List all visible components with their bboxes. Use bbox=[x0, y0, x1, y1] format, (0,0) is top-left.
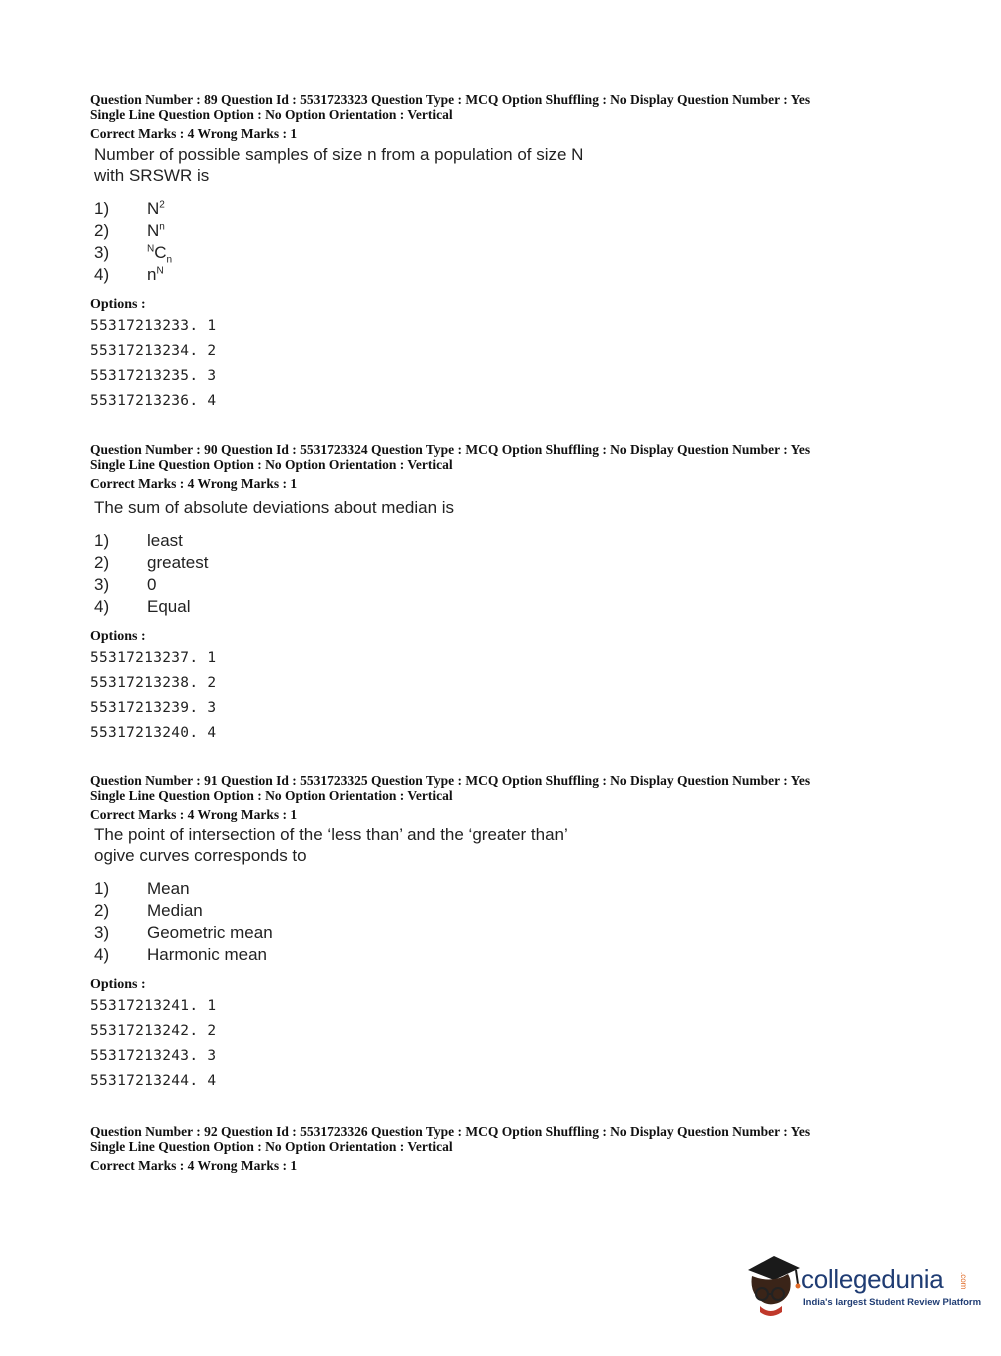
question-block-92 bbox=[90, 1124, 950, 1173]
question-stem bbox=[94, 824, 950, 866]
choice-item bbox=[94, 530, 950, 552]
choice-item bbox=[94, 264, 950, 286]
choice-list bbox=[94, 198, 950, 286]
choice-text: Harmonic mean bbox=[147, 945, 267, 964]
stem-line: The sum of absolute deviations about median is bbox=[94, 498, 455, 517]
choice-number: 1) bbox=[94, 531, 110, 550]
choice-number: 4) bbox=[94, 945, 110, 964]
question-meta-line: Single Line Question Option : No Option Orientation : Vertical bbox=[90, 1139, 453, 1154]
choice-text bbox=[147, 242, 172, 264]
choice-text bbox=[147, 264, 164, 286]
option-id: 55317213243. 3 bbox=[90, 1048, 217, 1064]
stem-line: The point of intersection of the ‘less than’ and the ‘greater than’ bbox=[94, 825, 568, 844]
logo-domain-suffix: .com bbox=[959, 1272, 968, 1290]
question-stem bbox=[94, 144, 950, 186]
choice-number: 2) bbox=[94, 553, 110, 572]
choice-item bbox=[94, 552, 950, 574]
option-id: 55317213236. 4 bbox=[90, 393, 217, 409]
choice-number: 3) bbox=[94, 243, 110, 262]
choice-number: 2) bbox=[94, 221, 110, 240]
choice-item bbox=[94, 574, 950, 596]
option-id: 55317213235. 3 bbox=[90, 368, 217, 384]
choice-text: greatest bbox=[147, 553, 209, 572]
choice-base: n bbox=[147, 265, 157, 284]
choice-list bbox=[94, 878, 950, 966]
choice-number: 3) bbox=[94, 923, 110, 942]
choice-number: 1) bbox=[94, 199, 110, 218]
question-meta-line: Question Number : 89 Question Id : 5531723323 Question Type : MCQ Option Shuffling : No Display Question Number : Yes bbox=[90, 92, 811, 107]
choice-list bbox=[94, 530, 950, 618]
choice-base: C bbox=[154, 243, 167, 262]
option-id: 55317213237. 1 bbox=[90, 650, 217, 666]
choice-text bbox=[147, 198, 165, 220]
marks-line: Correct Marks : 4 Wrong Marks : 1 bbox=[90, 476, 298, 491]
choice-text: Median bbox=[147, 901, 203, 920]
question-meta-line: Question Number : 91 Question Id : 5531723325 Question Type : MCQ Option Shuffling : No Display Question Number : Yes bbox=[90, 773, 811, 788]
choice-superscript: N bbox=[156, 265, 164, 277]
choice-item bbox=[94, 220, 950, 242]
choice-item bbox=[94, 944, 950, 966]
choice-text bbox=[147, 220, 165, 242]
choice-subscript: n bbox=[166, 254, 173, 266]
option-id: 55317213240. 4 bbox=[90, 725, 217, 741]
option-id: 55317213244. 4 bbox=[90, 1073, 217, 1089]
choice-number: 3) bbox=[94, 575, 110, 594]
logo-tagline: India's largest Student Review Platform bbox=[803, 1297, 982, 1308]
options-title: Options : bbox=[90, 977, 146, 992]
choice-text: least bbox=[147, 531, 183, 550]
choice-text: Mean bbox=[147, 879, 190, 898]
question-stem bbox=[94, 497, 950, 518]
options-title: Options : bbox=[90, 297, 146, 312]
choice-item bbox=[94, 900, 950, 922]
stem-line: Number of possible samples of size n from a population of size N bbox=[94, 145, 584, 164]
marks-line: Correct Marks : 4 Wrong Marks : 1 bbox=[90, 126, 298, 141]
choice-text: Equal bbox=[147, 597, 191, 616]
question-meta-line: Question Number : 90 Question Id : 5531723324 Question Type : MCQ Option Shuffling : No Display Question Number : Yes bbox=[90, 442, 811, 457]
choice-item bbox=[94, 596, 950, 618]
choice-item bbox=[94, 878, 950, 900]
choice-text: Geometric mean bbox=[147, 923, 273, 942]
choice-pre-superscript: N bbox=[147, 243, 155, 255]
question-meta-line: Question Number : 92 Question Id : 5531723326 Question Type : MCQ Option Shuffling : No Display Question Number : Yes bbox=[90, 1124, 811, 1139]
question-block-90 bbox=[90, 442, 950, 746]
question-meta-line: Single Line Question Option : No Option Orientation : Vertical bbox=[90, 457, 453, 472]
choice-superscript: n bbox=[159, 221, 165, 233]
choice-item bbox=[94, 198, 950, 220]
choice-number: 1) bbox=[94, 879, 110, 898]
choice-item bbox=[94, 242, 950, 264]
question-block-89 bbox=[90, 92, 950, 414]
collegedunia-logo bbox=[742, 1250, 982, 1320]
question-meta-line: Single Line Question Option : No Option Orientation : Vertical bbox=[90, 107, 453, 122]
marks-line: Correct Marks : 4 Wrong Marks : 1 bbox=[90, 807, 298, 822]
question-block-91 bbox=[90, 773, 950, 1094]
option-id: 55317213234. 2 bbox=[90, 343, 217, 359]
option-id: 55317213233. 1 bbox=[90, 318, 217, 334]
choice-base: N bbox=[147, 221, 160, 240]
question-meta-line: Single Line Question Option : No Option Orientation : Vertical bbox=[90, 788, 453, 803]
stem-line: ogive curves corresponds to bbox=[94, 846, 307, 865]
logo-wordmark: collegedunia bbox=[801, 1264, 944, 1294]
choice-number: 4) bbox=[94, 597, 110, 616]
graduate-mascot-icon bbox=[742, 1250, 802, 1320]
choice-base: N bbox=[147, 199, 160, 218]
marks-line: Correct Marks : 4 Wrong Marks : 1 bbox=[90, 1158, 298, 1173]
choice-number: 4) bbox=[94, 265, 110, 284]
choice-item bbox=[94, 922, 950, 944]
option-id: 55317213241. 1 bbox=[90, 998, 217, 1014]
option-id: 55317213239. 3 bbox=[90, 700, 217, 716]
option-id: 55317213238. 2 bbox=[90, 675, 217, 691]
options-title: Options : bbox=[90, 629, 146, 644]
choice-number: 2) bbox=[94, 901, 110, 920]
choice-text: 0 bbox=[147, 575, 157, 594]
choice-superscript: 2 bbox=[159, 199, 165, 211]
option-id: 55317213242. 2 bbox=[90, 1023, 217, 1039]
stem-line: with SRSWR is bbox=[94, 166, 210, 185]
